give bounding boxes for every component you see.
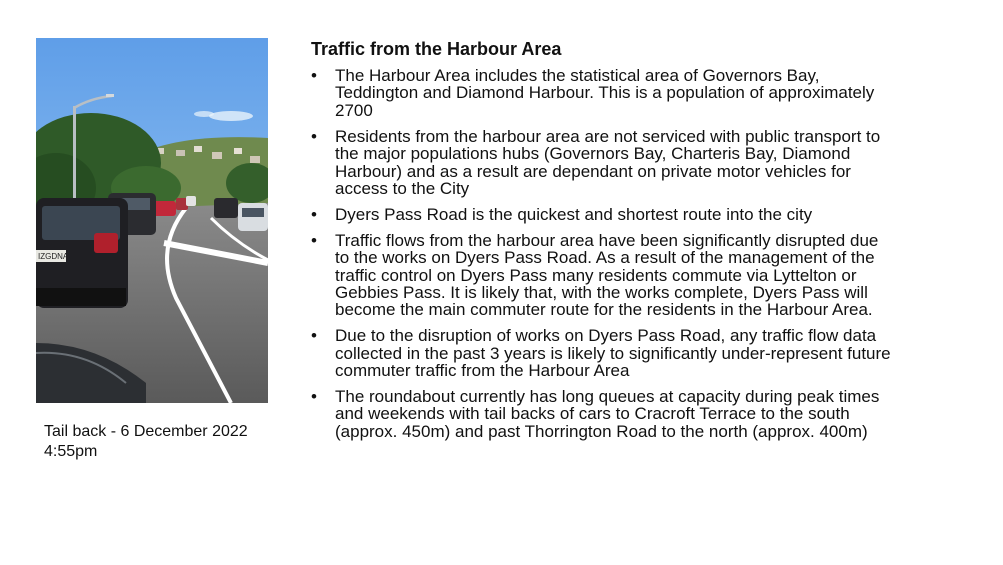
- bullet-line: become the main commuter route for the residents in the Harbour Area.: [335, 300, 873, 320]
- bullet-line: Due to the disruption of works on Dyers Pass Road, any traffic flow data: [335, 326, 877, 346]
- bullet-line: Residents from the harbour area are not serviced with public transport to: [335, 126, 881, 146]
- bullet-line: 2700: [335, 100, 373, 120]
- bullet-line: the major populations hubs (Governors Bay, Charteris Bay, Diamond: [335, 144, 851, 164]
- bullet-item: [311, 232, 971, 319]
- photo-caption: [44, 422, 284, 462]
- bullet-dot-icon: •: [311, 204, 317, 224]
- bullet-line: Gebbies Pass. It is likely that, with the works complete, Dyers Pass will: [335, 282, 868, 302]
- bullet-item: [311, 206, 971, 223]
- bullet-line: (approx. 450m) and past Thorrington Road to the north (approx. 400m): [335, 421, 868, 441]
- bullet-dot-icon: •: [311, 126, 317, 146]
- bullet-line: collected in the past 3 years is likely to significantly under-represent future: [335, 343, 891, 363]
- bullet-line: traffic control on Dyers Pass many residents commute via Lyttelton or: [335, 265, 857, 285]
- bullet-list: [311, 67, 971, 449]
- bullet-line: to the works on Dyers Pass Road. As a result of the management of the: [335, 248, 875, 268]
- bullet-line: and weekends with tail backs of cars to Cracroft Terrace to the south: [335, 404, 850, 424]
- bullet-dot-icon: •: [311, 326, 317, 346]
- caption-line: Tail back - 6 December 2022: [44, 423, 248, 440]
- bullet-dot-icon: •: [311, 387, 317, 406]
- bullet-item: [311, 128, 971, 198]
- caption-line: 4:55pm: [44, 443, 98, 460]
- bullet-line: Traffic flows from the harbour area have been significantly disrupted due: [335, 230, 879, 250]
- bullet-line: The Harbour Area includes the statistical area of Governors Bay,: [335, 66, 820, 85]
- bullet-line: The roundabout currently has long queues at capacity during peak times: [335, 387, 880, 406]
- bullet-item: [311, 388, 971, 440]
- bullet-line: commuter traffic from the Harbour Area: [335, 361, 630, 381]
- bullet-line: access to the City: [335, 178, 470, 198]
- traffic-photo: [36, 38, 268, 403]
- bullet-dot-icon: •: [311, 66, 317, 85]
- bullet-item: [311, 67, 971, 119]
- bullet-item: [311, 327, 971, 379]
- bullet-line: Teddington and Diamond Harbour. This is a population of approximately: [335, 83, 875, 103]
- slide-title: Traffic from the Harbour Area: [311, 39, 562, 59]
- plate-text: IZGDNA: [38, 252, 69, 261]
- bullet-dot-icon: •: [311, 230, 317, 250]
- bullet-line: Harbour) and as a result are dependant on private motor vehicles for: [335, 161, 851, 181]
- bullet-line: Dyers Pass Road is the quickest and shortest route into the city: [335, 204, 813, 224]
